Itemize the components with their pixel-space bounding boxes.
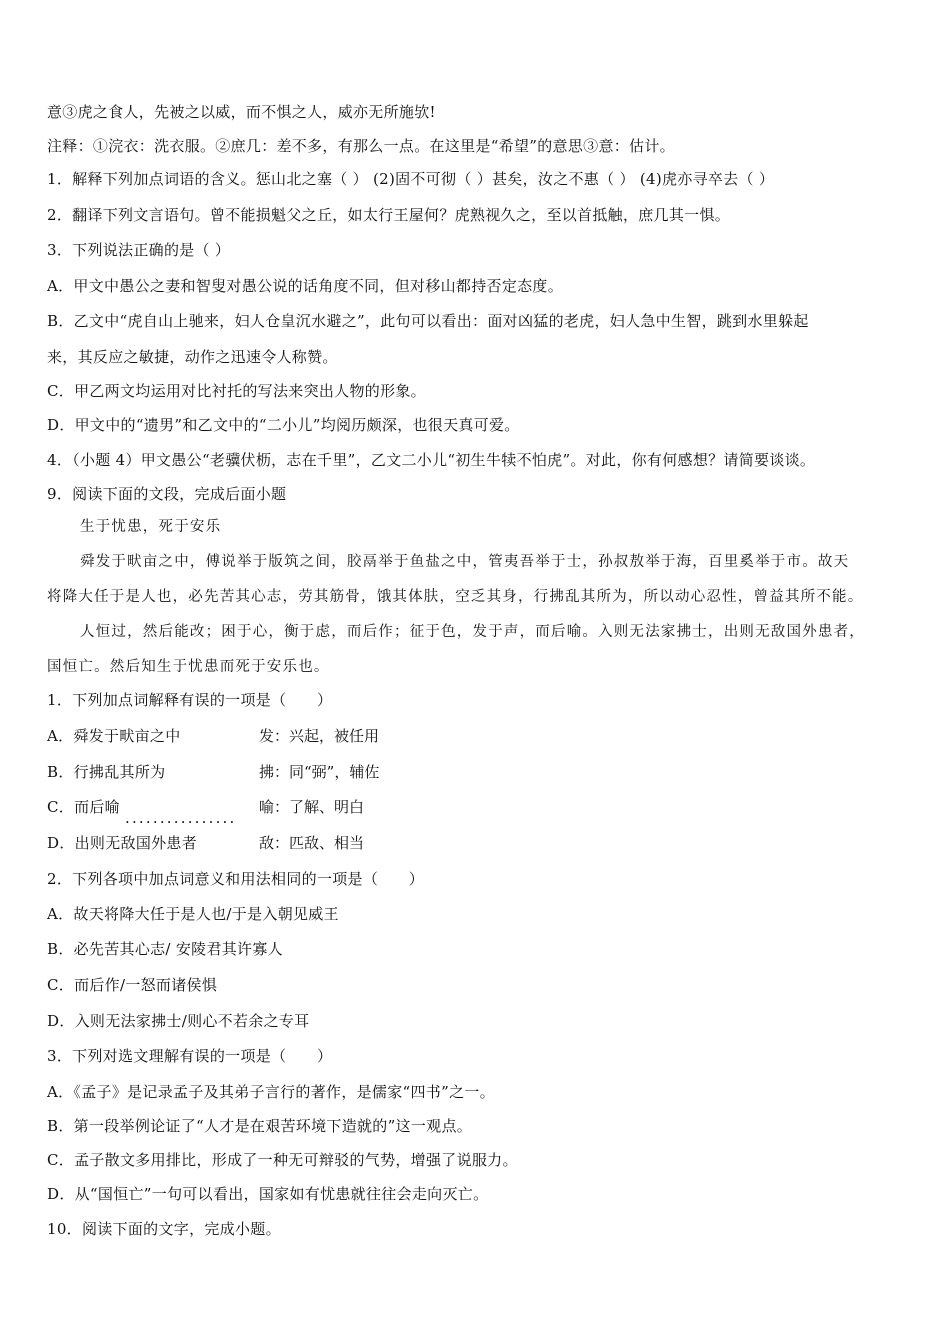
option-c: C．而后作/一怒而诸侯惧 — [47, 976, 218, 994]
annotation-line: 注释：①浣衣：洗衣服。②庶几：差不多，有那么一点。在这里是“希望”的意思③意：估计。 — [47, 137, 675, 155]
question-3: 3．下列说法正确的是（ ） — [47, 241, 231, 259]
option-b-word: B．行拂乱其所为 — [47, 763, 166, 781]
question-2: 2．翻译下列文言语句。曾不能损魁父之丘，如太行王屋何？虎熟视久之，至以首抵触，庶几其一惧。 — [47, 206, 731, 224]
option-a-gloss: 发：兴起，被任用 — [259, 727, 380, 745]
option-b: B．第一段举例论证了“人才是在艰苦环境下造就的”这一观点。 — [47, 1117, 473, 1135]
option-d-gloss: 敌：匹敌、相当 — [259, 834, 365, 852]
option-d: D．从“国恒亡”一句可以看出，国家如有忧患就往往会走向灭亡。 — [47, 1185, 489, 1203]
option-a: A．《孟子》是记录孟子及其弟子言行的著作，是儒家“四书”之一。 — [47, 1083, 495, 1101]
sub-question-3: 3．下列对选文理解有误的一项是（ ） — [47, 1047, 333, 1065]
option-d: D．入则无法家拂士/则心不若余之专耳 — [47, 1012, 310, 1030]
section-9-heading: 9．阅读下面的文段，完成后面小题 — [47, 485, 287, 503]
section-10-heading: 10．阅读下面的文字，完成小题。 — [47, 1220, 281, 1238]
text-line: 意③虎之食人，先被之以威，而不惧之人，威亦无所施欤! — [47, 103, 436, 121]
option-b: B．必先苦其心志/ 安陵君其许寡人 — [47, 940, 283, 958]
option-b-gloss: 拂：同“弼”，辅佐 — [259, 763, 380, 781]
dotted-leader: ................ — [125, 809, 237, 827]
passage-paragraph-2: 人恒过，然后能改；困于心，衡于虑，而后作；征于色，发于声，而后喻。入则无法家拂士，出则无敌国外患者， — [80, 624, 865, 640]
option-b: B．乙文中“虎自山上驰来，妇人仓皇沉水避之”，此句可以看出：面对凶猛的老虎，妇人急中生智，跳到水里躲起 — [47, 312, 809, 330]
option-a: A．甲文中愚公之妻和智叟对愚公说的话角度不同，但对移山都持否定态度。 — [47, 277, 564, 295]
question-4: 4．（小题 4）甲文愚公“老骥伏枥，志在千里”，乙文二小儿“初生牛犊不怕虎”。对此，你有何感想？请简要谈谈。 — [47, 451, 816, 469]
option-c: C．孟子散文多用排比，形成了一种无可辩驳的气势，增强了说服力。 — [47, 1151, 518, 1169]
option-c-word: C．而后喻 — [47, 798, 120, 816]
option-d: D．甲文中的“遗男”和乙文中的“二小儿”均阅历颇深，也很天真可爱。 — [47, 416, 520, 434]
passage-paragraph-1-continued: 将降大任于是人也，必先苦其心志，劳其筋骨，饿其体肤，空乏其身，行拂乱其所为，所以动心忍性，曾益其所不能。 — [47, 589, 864, 605]
sub-question-2: 2．下列各项中加点词意义和用法相同的一项是（ ） — [47, 870, 425, 888]
passage-paragraph-2-continued: 国恒亡。然后知生于忧患而死于安乐也。 — [47, 659, 330, 675]
option-b-continued: 来，其反应之敏捷，动作之迅速令人称赞。 — [47, 348, 338, 366]
option-d-word: D．出则无敌国外患者 — [47, 834, 198, 852]
passage-title: 生于忧患，死于安乐 — [80, 519, 222, 535]
option-c-gloss: 喻：了解、明白 — [259, 798, 365, 816]
question-1: 1．解释下列加点词语的含义。惩山北之塞（ ） (2)固不可彻（ ）甚矣，汝之不惠（ ） (4)虎亦寻卒去（ ） — [47, 170, 775, 188]
passage-paragraph-1: 舜发于畎亩之中，傅说举于版筑之间，胶鬲举于鱼盐之中，管夷吾举于士，孙叔敖举于海，百里奚举于市。故天 — [80, 554, 850, 570]
option-c: C．甲乙两文均运用对比衬托的写法来突出人物的形象。 — [47, 382, 426, 400]
sub-question-1: 1．下列加点词解释有误的一项是（ ） — [47, 691, 333, 709]
option-a: A．故天将降大任于是人也/于是入朝见威王 — [47, 905, 339, 923]
option-a-word: A．舜发于畎亩之中 — [47, 727, 181, 745]
